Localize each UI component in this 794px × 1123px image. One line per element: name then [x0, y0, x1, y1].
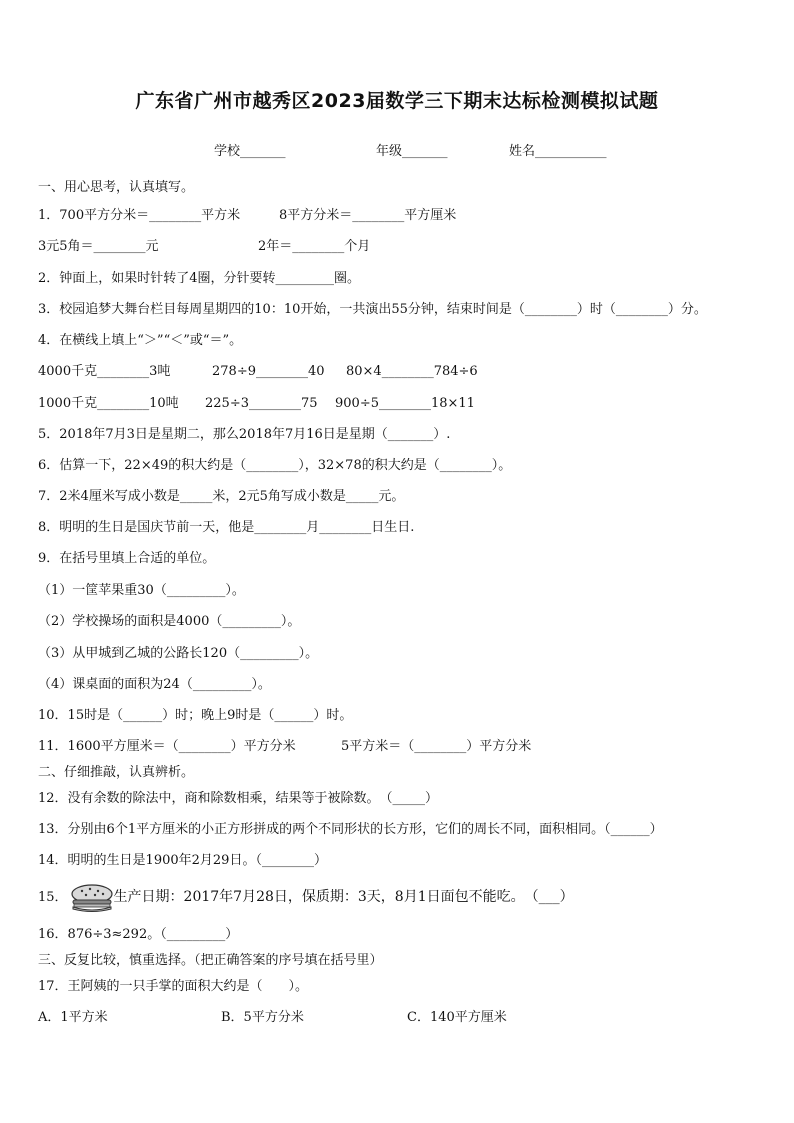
grade-field: 年级_______	[376, 144, 448, 159]
question-16: 16．876÷3≈292。（_________）	[38, 927, 239, 942]
question-17-option-a: A．1平方米	[38, 1010, 108, 1025]
question-17: 17．王阿姨的一只手掌的面积大约是（ ）。	[38, 979, 309, 994]
question-2: 2．钟面上，如果时针转了4圈，分针要转_________圈。	[38, 271, 361, 286]
question-6: 6．估算一下，22×49的积大约是（________），32×78的积大约是（________）。	[38, 458, 512, 473]
section-1-heading: 一、用心思考，认真填写。	[38, 180, 195, 195]
question-1a: 1．700平方分米＝________平方米	[38, 208, 241, 223]
question-9-2: （2）学校操场的面积是4000（_________）。	[38, 614, 301, 629]
section-3-heading: 三、反复比较，慎重选择。（把正确答案的序号填在括号里）	[38, 953, 383, 968]
question-4-row2-a: 1000千克________10吨	[38, 396, 179, 411]
question-4: 4．在横线上填上“＞”“＜”或“＝”。	[38, 333, 243, 348]
question-4-row1-b: 278÷9________40	[212, 364, 325, 379]
question-12: 12．没有余数的除法中，商和除数相乘，结果等于被除数。 （_____）	[38, 791, 439, 806]
question-4-row1-a: 4000千克________3吨	[38, 364, 171, 379]
question-13: 13．分别由6个1平方厘米的小正方形拼成的两个不同形状的长方形，它们的周长不同，面积相同。（______）	[38, 822, 663, 837]
question-5: 5．2018年7月3日是星期二，那么2018年7月16日是星期（_______）.	[38, 427, 451, 442]
bread-icon	[70, 883, 114, 913]
question-15-text: 生产日期：2017年7月28日，保质期：3天，8月1日面包不能吃。 （___）	[113, 889, 574, 905]
page-title: 广东省广州市越秀区2023届数学三下期末达标检测模拟试题	[135, 90, 659, 112]
question-14: 14．明明的生日是1900年2月29日。（________）	[38, 853, 327, 868]
question-1d: 2年＝________个月	[258, 239, 371, 254]
question-4-row2-b: 225÷3________75	[205, 396, 318, 411]
question-8: 8．明明的生日是国庆节前一天，他是________月________日生日.	[38, 520, 415, 535]
question-7: 7．2米4厘米写成小数是_____米，2元5角写成小数是_____元。	[38, 489, 405, 504]
question-10: 10．15时是（______）时；晚上9时是（______）时。	[38, 708, 353, 723]
question-1b: 8平方分米＝________平方厘米	[279, 208, 457, 223]
question-9-3: （3）从甲城到乙城的公路长120（_________）。	[38, 646, 319, 661]
question-15	[38, 880, 574, 915]
school-field: 学校_______	[214, 144, 286, 159]
question-9-4: （4）课桌面的面积为24（_________）。	[38, 677, 271, 692]
question-11a: 11．1600平方厘米＝（________）平方分米	[38, 739, 296, 754]
question-9-1: （1）一筐苹果重30（_________）。	[38, 583, 245, 598]
question-1c: 3元5角＝________元	[38, 239, 159, 254]
question-15-number: 15．	[38, 890, 68, 905]
name-field: 姓名___________	[509, 144, 607, 159]
question-17-option-c: C．140平方厘米	[407, 1010, 507, 1025]
question-17-option-b: B．5平方分米	[221, 1010, 304, 1025]
section-2-heading: 二、仔细推敲，认真辨析。	[38, 765, 195, 780]
question-9: 9．在括号里填上合适的单位。	[38, 551, 216, 566]
question-4-row1-c: 80×4________784÷6	[346, 364, 478, 379]
question-11b: 5平方米＝（________）平方分米	[341, 739, 532, 754]
question-3: 3．校园追梦大舞台栏目每周星期四的10：10开始，一共演出55分钟，结束时间是（________）时（________）分。	[38, 302, 707, 317]
question-4-row2-c: 900÷5________18×11	[335, 396, 475, 411]
